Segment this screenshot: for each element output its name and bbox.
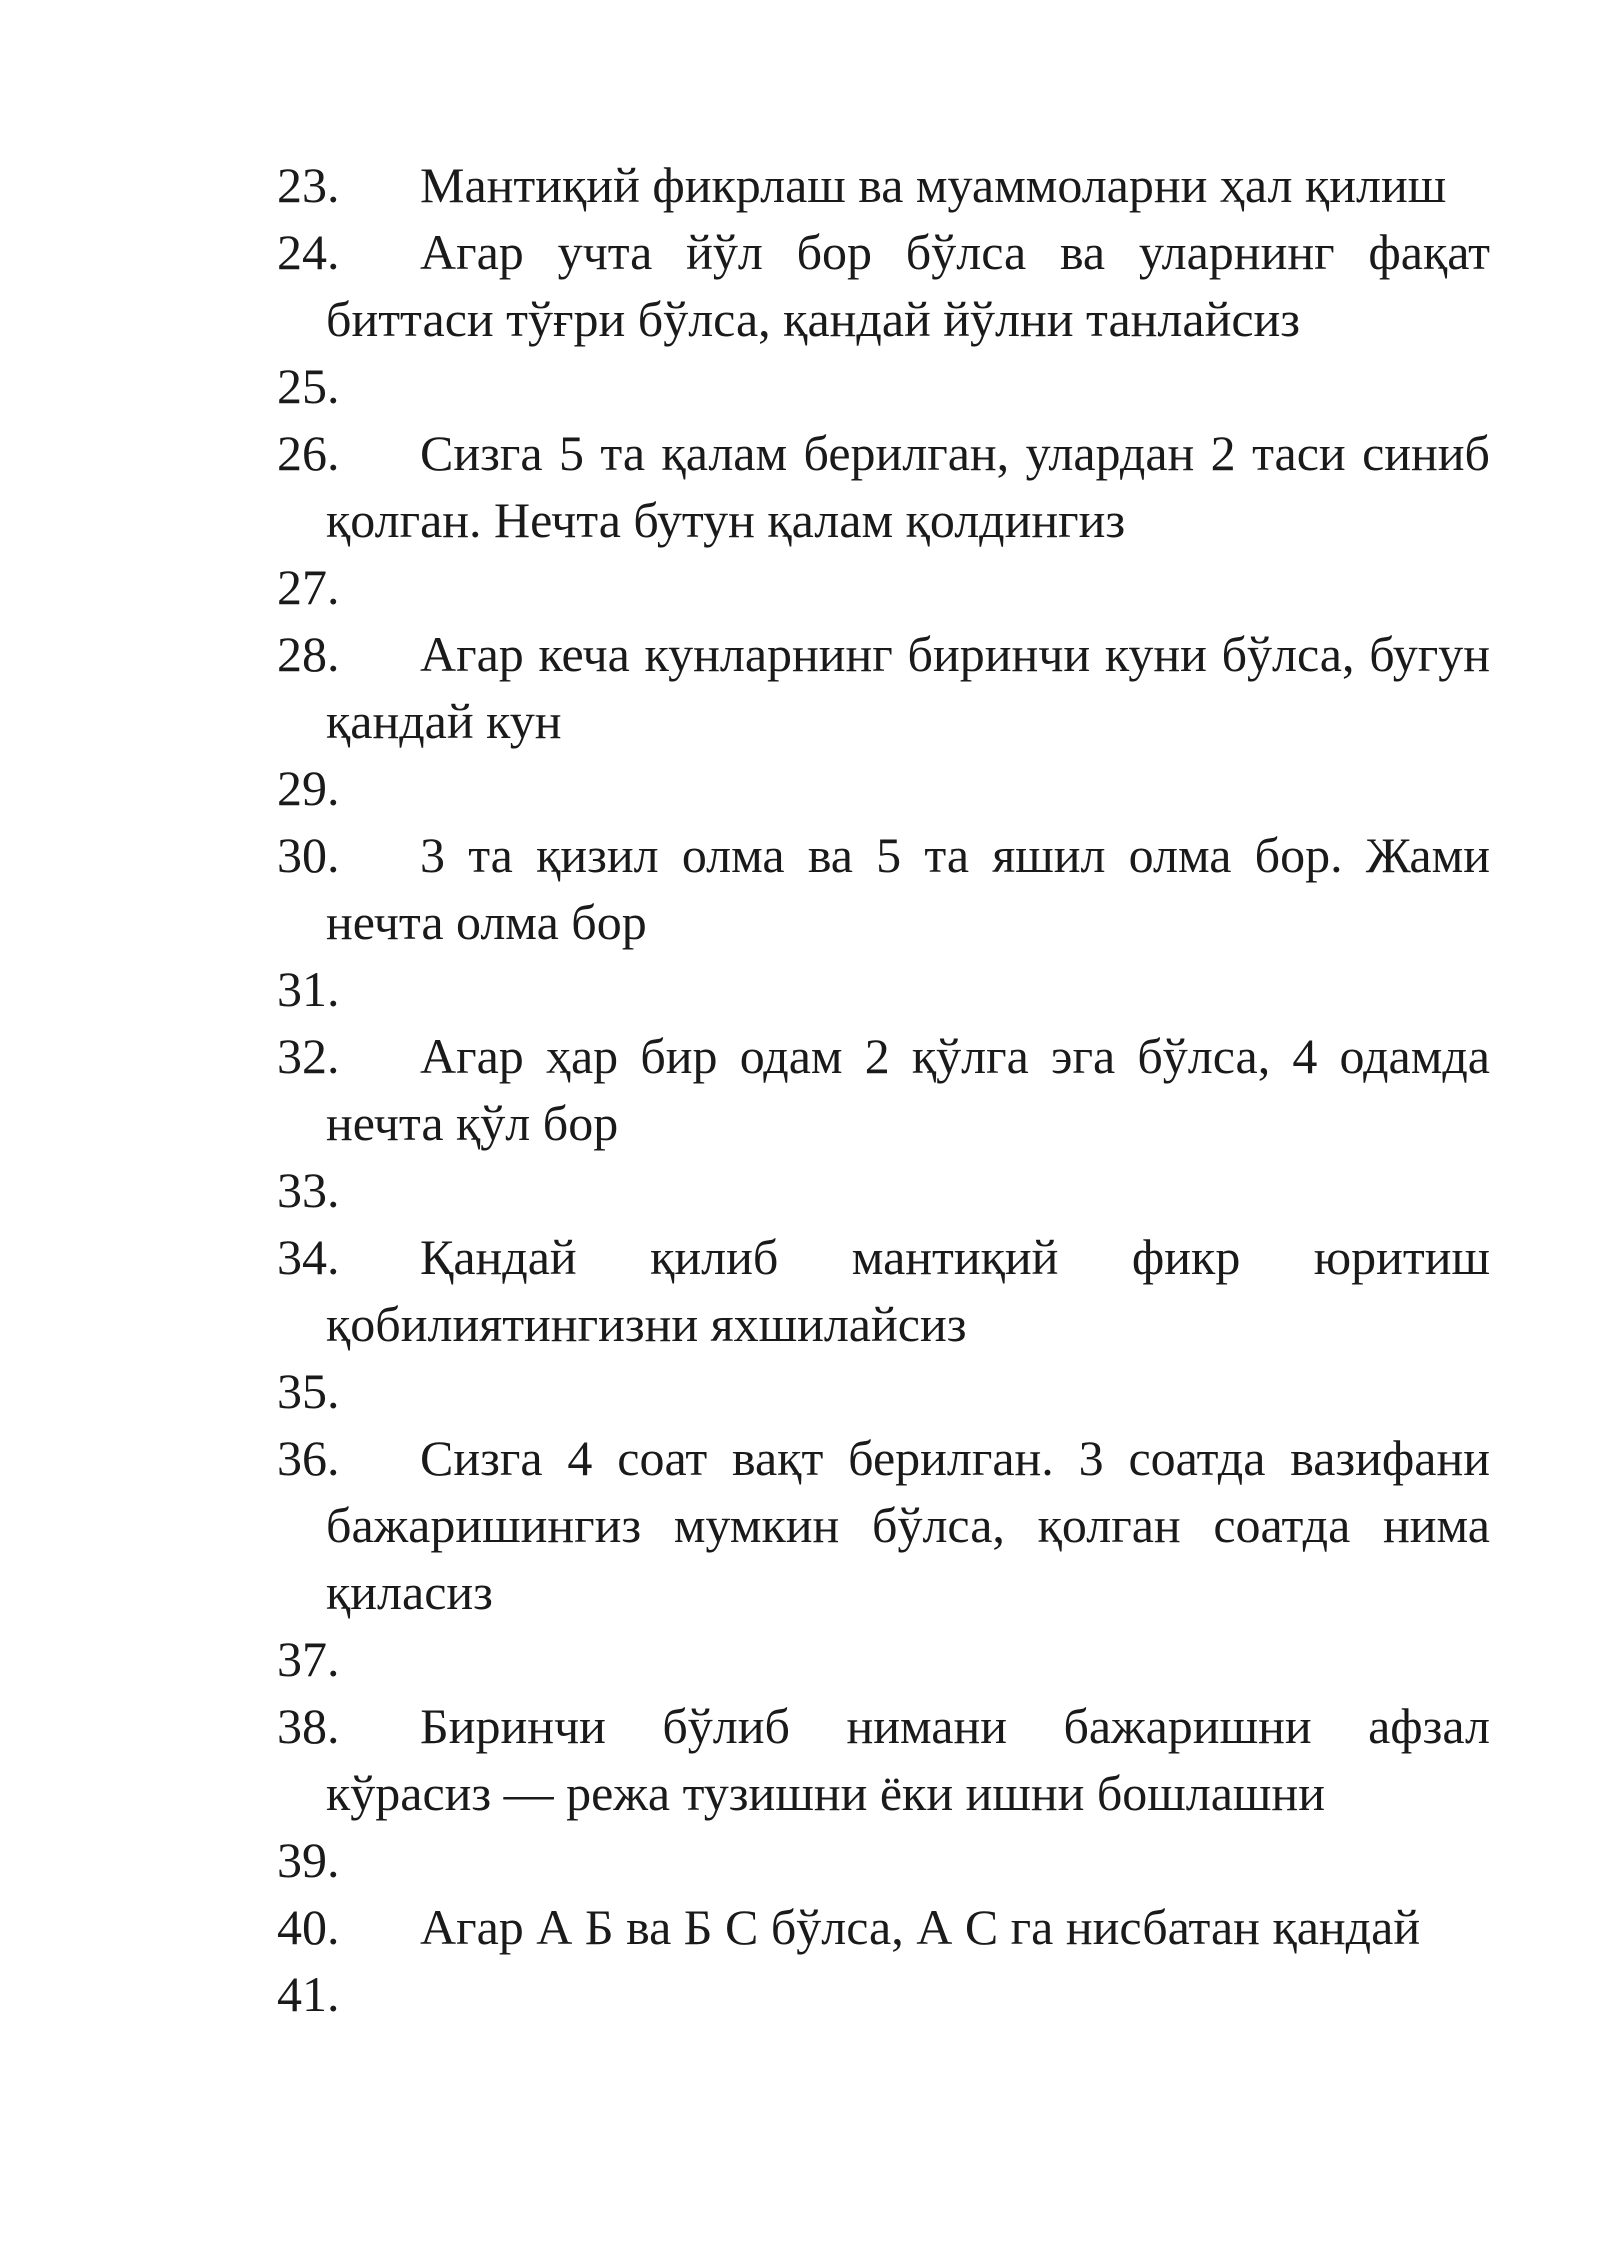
list-item: [277, 1961, 1490, 2028]
item-number: 26.: [277, 425, 340, 481]
list-item: [277, 755, 1490, 822]
item-number: 35.: [277, 1363, 340, 1419]
list-item: [277, 420, 1490, 554]
list-item: [277, 1693, 1490, 1827]
item-number: 34.: [277, 1229, 340, 1285]
item-number: 36.: [277, 1430, 340, 1486]
item-number: 25.: [277, 358, 340, 414]
list-item: [277, 219, 1490, 353]
list-item: [277, 1425, 1490, 1626]
item-text: Биринчи бўлиб нимани бажаришни афзал кўрасиз — режа тузишни ёки ишни бошлашни: [326, 1698, 1490, 1821]
list-item: [277, 1827, 1490, 1894]
item-number: 37.: [277, 1631, 340, 1687]
list-item: [277, 554, 1490, 621]
item-number: 33.: [277, 1162, 340, 1218]
item-number: 29.: [277, 760, 340, 816]
item-number: 38.: [277, 1698, 340, 1754]
item-text: Сизга 4 соат вақт берилган. 3 соатда вазифани бажаришингиз мумкин бўлса, қолган соатда нима қиласиз: [326, 1430, 1490, 1620]
item-text: Мантиқий фикрлаш ва муаммоларни ҳал қилиш: [420, 157, 1447, 213]
list-item: [277, 1626, 1490, 1693]
item-text: 3 та қизил олма ва 5 та яшил олма бор. Жами нечта олма бор: [326, 827, 1490, 950]
item-text: Агар кеча кунларнинг биринчи куни бўлса, бугун қандай кун: [326, 626, 1490, 749]
item-text: Қандай қилиб мантиқий фикр юритиш қобилиятингизни яхшилайсиз: [326, 1229, 1490, 1352]
item-number: 40.: [277, 1899, 340, 1955]
list-item: [277, 353, 1490, 420]
item-number: 27.: [277, 559, 340, 615]
item-text: Сизга 5 та қалам берилган, улардан 2 таси синиб қолган. Нечта бутун қалам қолдингиз: [326, 425, 1490, 548]
numbered-question-list: [277, 152, 1490, 2028]
list-item: [277, 1224, 1490, 1358]
item-number: 41.: [277, 1966, 340, 2022]
item-number: 32.: [277, 1028, 340, 1084]
list-item: [277, 152, 1490, 219]
item-number: 30.: [277, 827, 340, 883]
item-text: Агар учта йўл бор бўлса ва уларнинг фақат биттаси тўғри бўлса, қандай йўлни танлайсиз: [326, 224, 1490, 347]
list-item: [277, 1157, 1490, 1224]
item-number: 39.: [277, 1832, 340, 1888]
item-text: Агар ҳар бир одам 2 қўлга эга бўлса, 4 одамда нечта қўл бор: [326, 1028, 1490, 1151]
item-text: Агар А Б ва Б С бўлса, А С га нисбатан қандай: [420, 1899, 1421, 1955]
list-item: [277, 1358, 1490, 1425]
item-number: 24.: [277, 224, 340, 280]
list-item: [277, 621, 1490, 755]
item-number: 28.: [277, 626, 340, 682]
list-item: [277, 822, 1490, 956]
item-number: 23.: [277, 157, 340, 213]
list-item: [277, 1023, 1490, 1157]
item-number: 31.: [277, 961, 340, 1017]
list-item: [277, 1894, 1490, 1961]
list-item: [277, 956, 1490, 1023]
